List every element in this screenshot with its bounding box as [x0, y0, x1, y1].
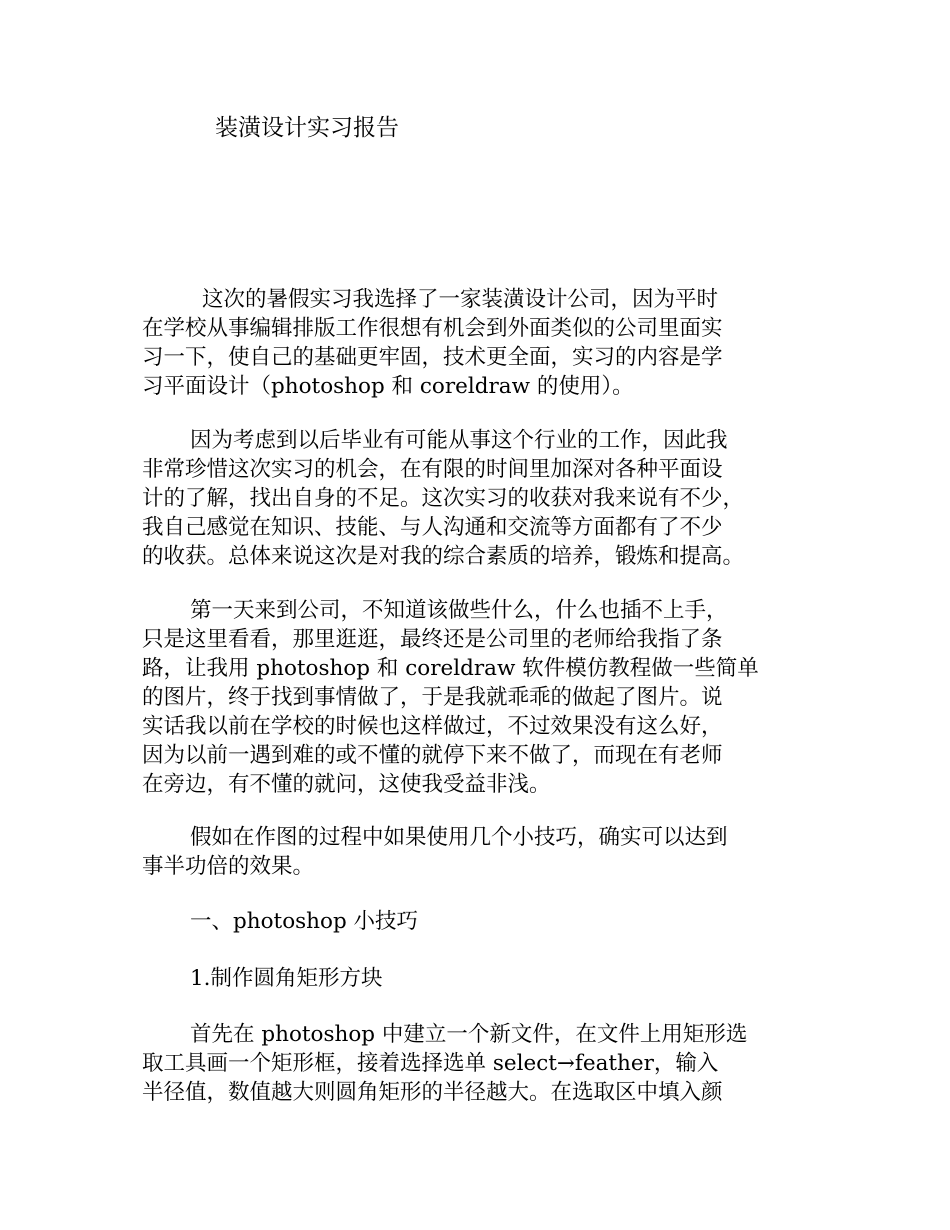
paragraph-line: 第一天来到公司，不知道该做些什么，什么也插不上手， [190, 598, 728, 623]
paragraph-line: 半径值，数值越大则圆角矩形的半径越大。在选取区中填入颜 [142, 1080, 723, 1105]
paragraph-line: 首先在 photoshop 中建立一个新文件，在文件上用矩形选 [190, 1022, 748, 1047]
paragraph-line: 非常珍惜这次实习的机会，在有限的时间里加深对各种平面设 [142, 457, 723, 482]
paragraph-line: 因为以前一遇到难的或不懂的就停下来不做了，而现在有老师 [142, 743, 723, 768]
paragraph-line: 计的了解，找出自身的不足。这次实习的收获对我来说有不少， [142, 486, 745, 511]
subsection-heading [142, 964, 842, 993]
paragraph-line: 的图片，终于找到事情做了，于是我就乖乖的做起了图片。说 [142, 685, 723, 710]
paragraph-line: 取工具画一个矩形框，接着选择选单 select→feather，输入 [142, 1051, 719, 1076]
paragraph-motivation [142, 426, 842, 571]
paragraph-line: 事半功倍的效果。 [142, 854, 315, 879]
paragraph-line: 习平面设计（photoshop 和 coreldraw 的使用）。 [142, 374, 634, 399]
paragraph-line: 因为考虑到以后毕业有可能从事这个行业的工作，因此我 [190, 428, 728, 453]
paragraph-line: 实话我以前在学校的时候也这样做过，不过效果没有这么好， [142, 714, 723, 739]
paragraph-tips-intro [142, 823, 842, 881]
paragraph-intro [142, 285, 842, 401]
section-heading [142, 907, 842, 936]
paragraph-line: 在旁边，有不懂的就问，这使我受益非浅。 [142, 772, 551, 797]
paragraph-first-day [142, 596, 842, 799]
paragraph-line: 假如在作图的过程中如果使用几个小技巧，确实可以达到 [190, 825, 728, 850]
paragraph-line: 我自己感觉在知识、技能、与人沟通和交流等方面都有了不少 [142, 515, 723, 540]
paragraph-line: 习一下，使自己的基础更牢固，技术更全面，实习的内容是学 [142, 345, 723, 370]
paragraph-line: 在学校从事编辑排版工作很想有机会到外面类似的公司里面实 [142, 316, 723, 341]
paragraph-line: 的收获。总体来说这次是对我的综合素质的培养，锻炼和提高。 [142, 544, 745, 569]
subsection-heading-text: 1.制作圆角矩形方块 [190, 966, 383, 991]
paragraph-rounded-rect [142, 1020, 842, 1107]
document-title: 装潢设计实习报告 [215, 115, 399, 141]
paragraph-line: 这次的暑假实习我选择了一家装潢设计公司，因为平时 [202, 287, 719, 312]
paragraph-line: 路，让我用 photoshop 和 coreldraw 软件模仿教程做一些简单 [142, 656, 759, 681]
paragraph-line: 只是这里看看，那里逛逛，最终还是公司里的老师给我指了条 [142, 627, 723, 652]
section-heading-text: 一、photoshop 小技巧 [190, 909, 419, 934]
